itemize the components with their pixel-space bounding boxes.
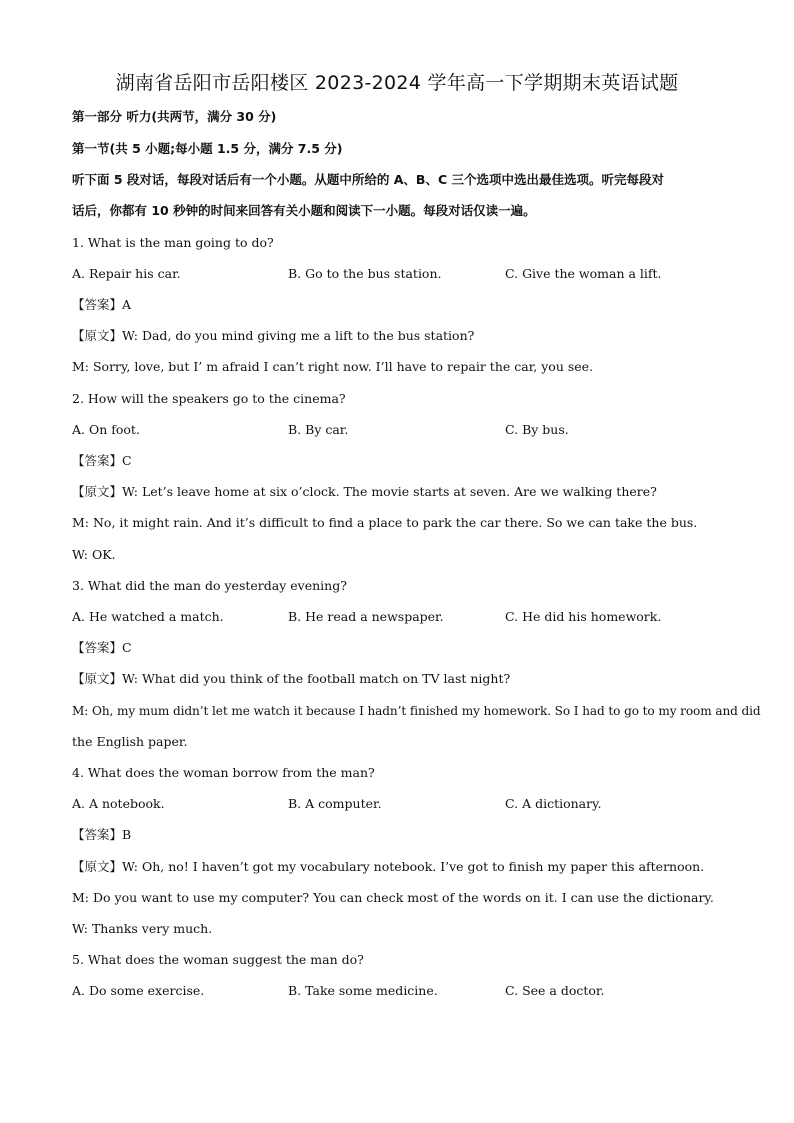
option-c: C. He did his homework. <box>505 609 662 624</box>
option-b: B. By car. <box>288 422 349 437</box>
option-c: C. By bus. <box>505 422 569 437</box>
option-b: B. A computer. <box>288 796 382 811</box>
option-b: B. Go to the bus station. <box>288 266 442 281</box>
option-a: A. Repair his car. <box>72 266 181 281</box>
instructions-line-2: 话后，你都有 10 秒钟的时间来回答有关小题和阅读下一小题。每段对话仅读一遍。 <box>72 203 536 218</box>
transcript-line <box>72 859 704 875</box>
transcript-text: W: Let’s leave home at six o’clock. The movie starts at seven. Are we walking there? <box>122 484 657 499</box>
option-b: B. He read a newspaper. <box>288 609 444 624</box>
instructions-line-1: 听下面 5 段对话，每段对话后有一个小题。从题中所给的 A、B、C 三个选项中选出最佳选项。听完每段对 <box>72 172 664 187</box>
question-stem: 3. What did the man do yesterday evening? <box>72 578 347 593</box>
transcript-line <box>72 328 474 344</box>
transcript-text: W: Oh, no! I haven’t got my vocabulary notebook. I’ve got to finish my paper this afternoon. <box>122 859 705 874</box>
question-stem: 2. How will the speakers go to the cinema? <box>72 391 346 406</box>
question-stem: 4. What does the woman borrow from the man? <box>72 765 375 780</box>
answer-value: B <box>122 827 132 842</box>
option-a: A. Do some exercise. <box>72 983 205 998</box>
transcript-tag: 【原文】 <box>72 859 123 874</box>
option-b: B. Take some medicine. <box>288 983 438 998</box>
option-a: A. On foot. <box>72 422 140 437</box>
option-c: C. See a doctor. <box>505 983 605 998</box>
answer-tag: 【答案】 <box>72 640 123 655</box>
transcript-tag: 【原文】 <box>72 328 123 343</box>
question-stem: 5. What does the woman suggest the man do? <box>72 952 364 967</box>
option-a: A. He watched a match. <box>72 609 224 624</box>
transcript-line: M: Do you want to use my computer? You can check most of the words on it. I can use the dictionary. <box>72 890 714 905</box>
transcript-tag: 【原文】 <box>72 484 123 499</box>
transcript-text: W: What did you think of the football match on TV last night? <box>122 671 511 686</box>
transcript-line: M: No, it might rain. And it’s difficult to find a place to park the car there. So we can take the bus. <box>72 515 698 530</box>
transcript-line: M: Sorry, love, but I’ m afraid I can’t right now. I’ll have to repair the car, you see. <box>72 359 594 374</box>
transcript-line: W: OK. <box>72 547 116 562</box>
transcript-line: the English paper. <box>72 734 188 749</box>
part-heading: 第一部分 听力(共两节，满分 30 分) <box>72 109 277 124</box>
question-stem: 1. What is the man going to do? <box>72 235 274 250</box>
section-heading: 第一节(共 5 小题;每小题 1.5 分，满分 7.5 分) <box>72 141 343 156</box>
transcript-text: W: Dad, do you mind giving me a lift to the bus station? <box>122 328 475 343</box>
option-c: C. A dictionary. <box>505 796 602 811</box>
answer-tag: 【答案】 <box>72 453 123 468</box>
answer-line <box>72 640 132 656</box>
answer-line <box>72 453 132 469</box>
answer-tag: 【答案】 <box>72 827 123 842</box>
transcript-tag: 【原文】 <box>72 671 123 686</box>
transcript-line: W: Thanks very much. <box>72 921 213 936</box>
answer-value: A <box>122 297 132 312</box>
answer-line <box>72 827 131 843</box>
option-c: C. Give the woman a lift. <box>505 266 662 281</box>
answer-line <box>72 297 131 313</box>
transcript-line <box>72 484 657 500</box>
option-a: A. A notebook. <box>72 796 165 811</box>
answer-tag: 【答案】 <box>72 297 123 312</box>
transcript-line: M: Oh, my mum didn’t let me watch it because I hadn’t finished my homework. So I had to go to my room and did <box>72 704 761 718</box>
answer-value: C <box>122 453 132 468</box>
page-title: 湖南省岳阳市岳阳楼区 2023-2024 学年高一下学期期末英语试题 <box>115 72 679 94</box>
answer-value: C <box>122 640 132 655</box>
transcript-line <box>72 671 510 687</box>
